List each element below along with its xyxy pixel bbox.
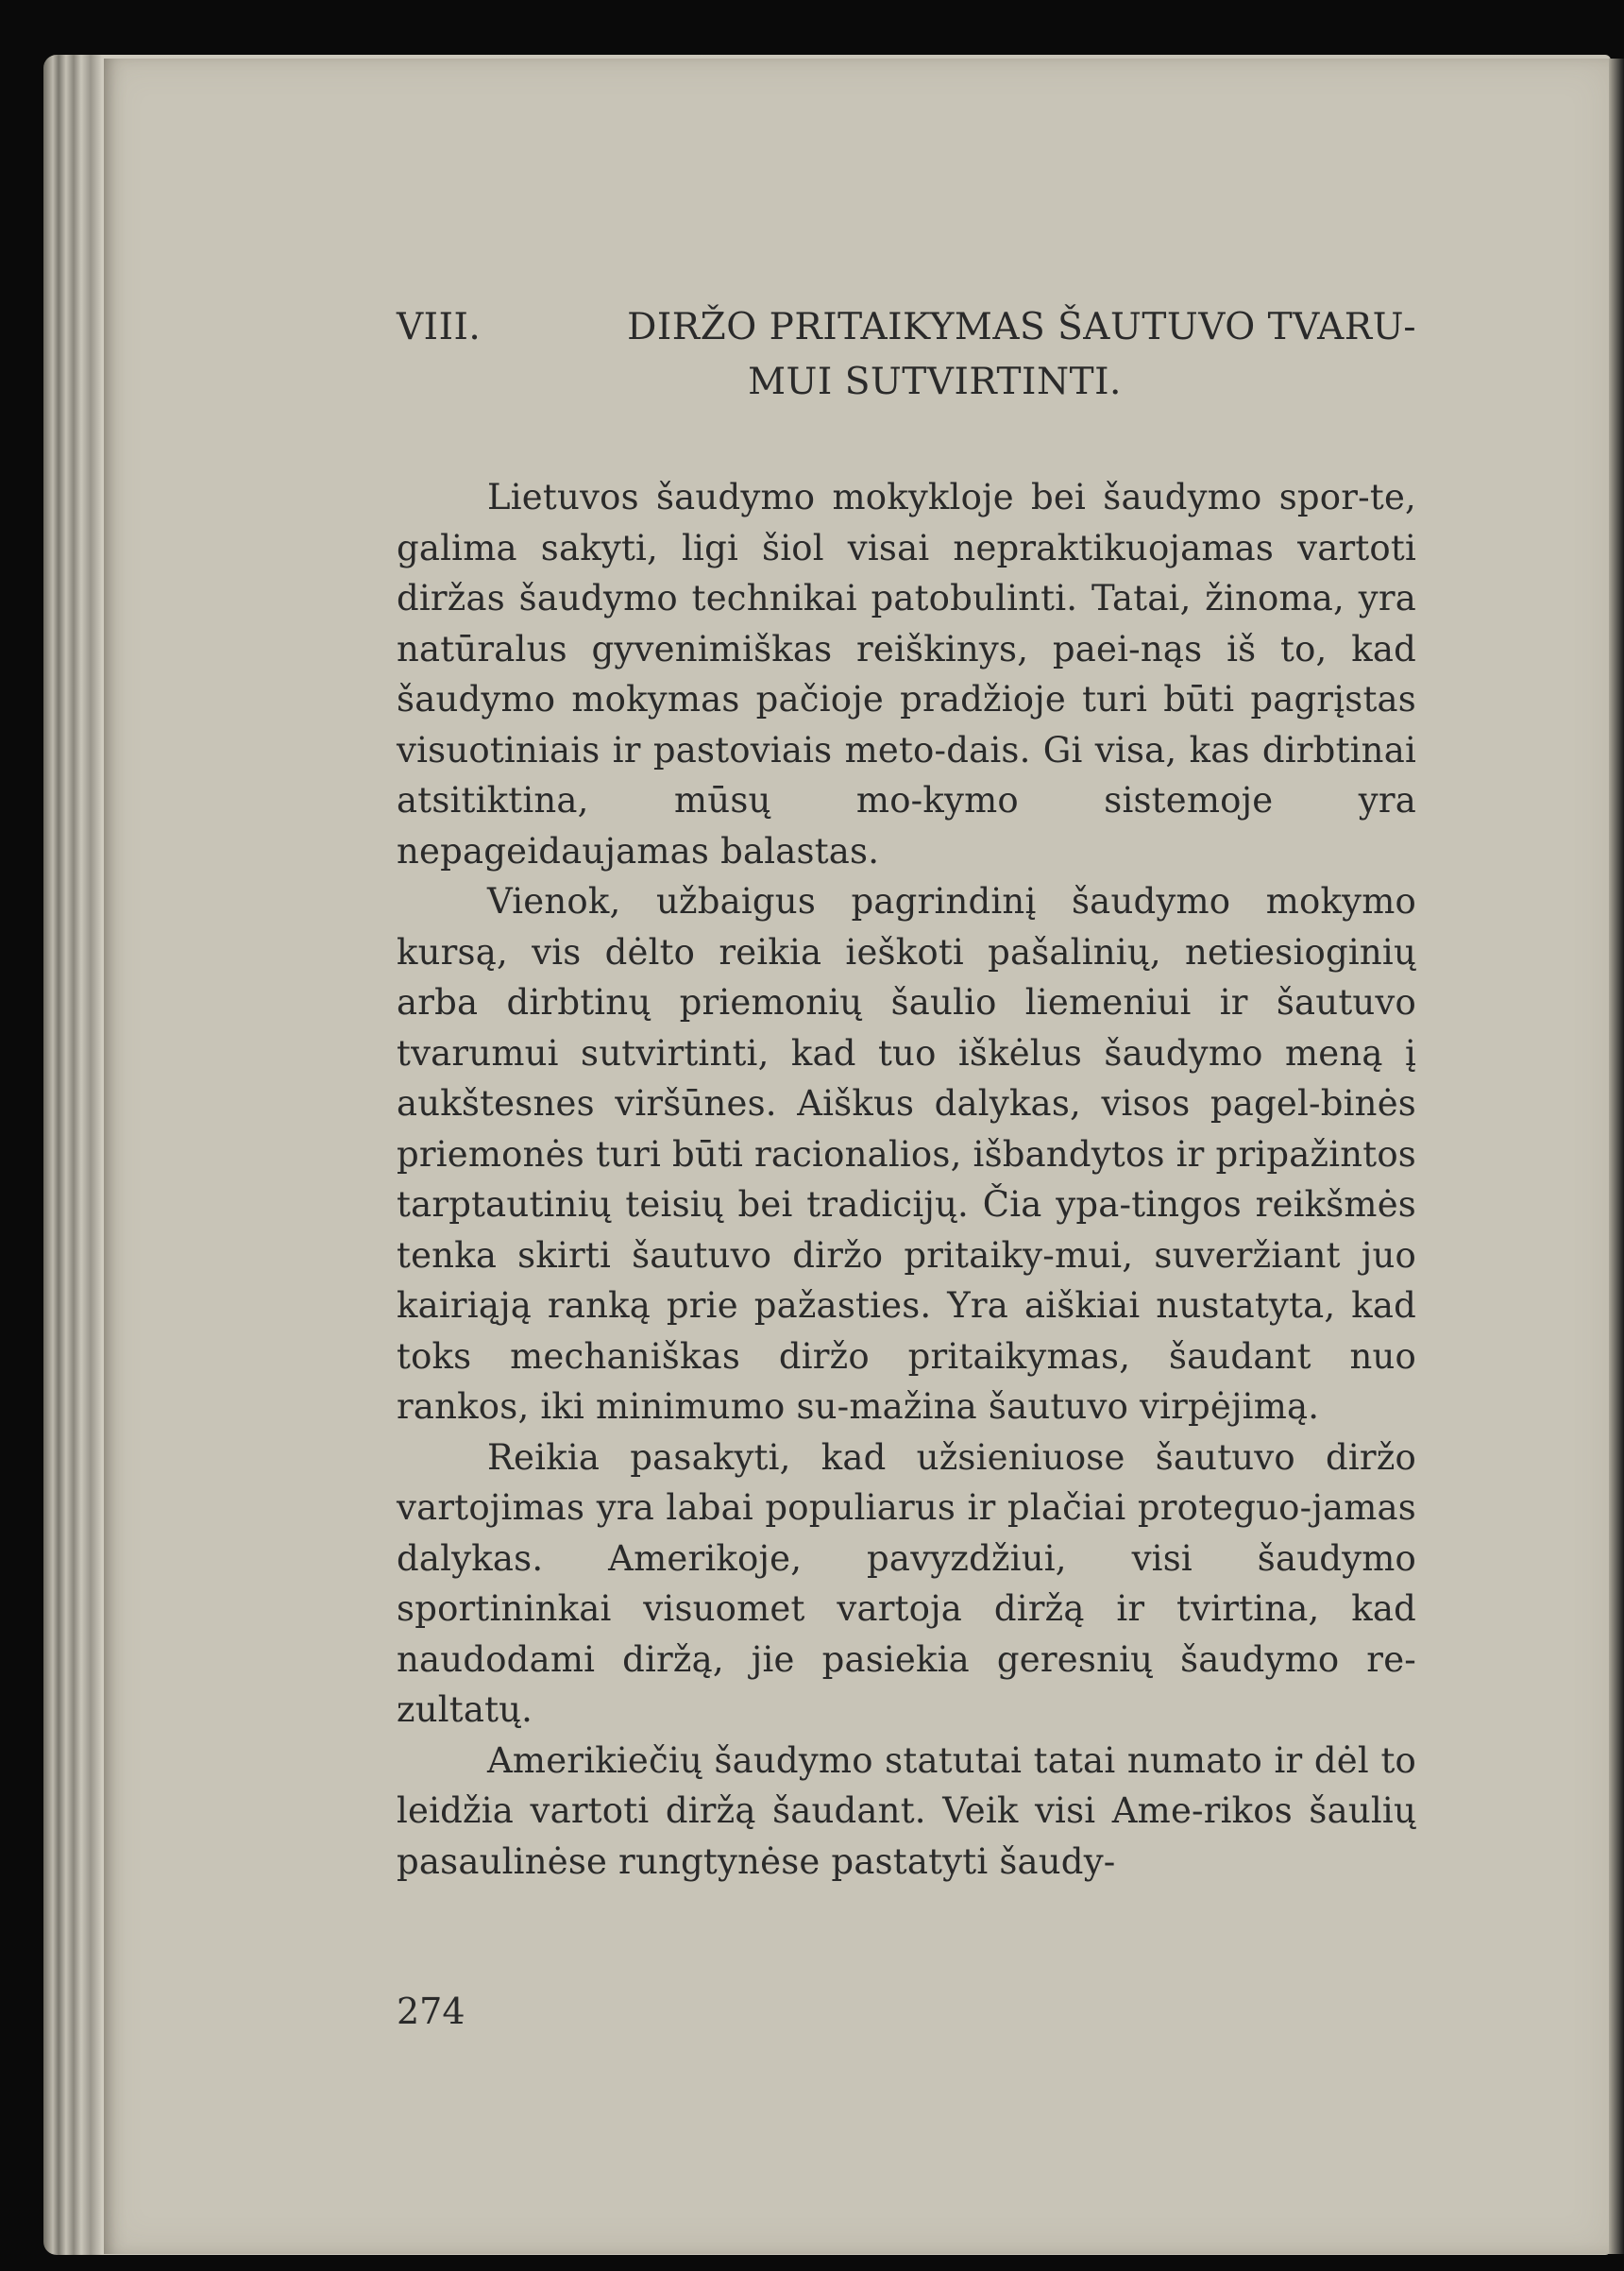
chapter-heading-line-1: [397, 300, 1416, 355]
paragraph-2: Vienok, užbaigus pagrindinį šaudymo mokymo kursą, vis dėlto reikia ieškoti pašalinių, netiesioginių arba dirbtinų priemonių šaulio liemeniui ir šautuvo tvarumui sutvirtinti, kad tuo iškėlus šaudymo meną į aukštesnes viršūnes. Aiškus dalykas, visos pagel-binės priemonės turi būti racionalios, išbandytos ir pripažintos tarptautinių teisių bei tradicijų. Čia ypa-tingos reikšmės tenka skirti šautuvo diržo pritaiky-mui, suveržiant juo kairiąją ranką prie pažasties. Yra aiškiai nustatyta, kad toks mechaniškas diržo pritaikymas, šaudant nuo rankos, iki minimumo su-mažina šautuvo virpėjimą.: [397, 881, 1416, 1427]
chapter-number: VIII.: [397, 306, 482, 348]
gutter-shadow: [1609, 59, 1624, 2254]
chapter-heading: [397, 300, 1416, 410]
paragraph-3: Reikia pasakyti, kad užsieniuose šautuvo diržo vartojimas yra labai populiarus ir plačiai proteguo-jamas dalykas. Amerikoje, pavyzdžiui, visi šaudymo sportininkai visuomet vartoja diržą ir tvirtina, kad naudodami diržą, jie pasiekia geresnių šaudymo re-zultatų.: [397, 1436, 1416, 1730]
page-number: 274: [397, 1991, 465, 2032]
paragraph-1: Lietuvos šaudymo mokykloje bei šaudymo spor-te, galima sakyti, ligi šiol visai nepraktikuojamas vartoti diržas šaudymo technikai patobulinti. Tatai, žinoma, yra natūralus gyvenimiškas reiškinys, paei-nąs iš to, kad šaudymo mokymas pačioje pradžioje turi būti pagrįstas visuotiniais ir pastoviais meto-dais. Gi visa, kas dirbtinai atsitiktina, mūsų mo-kymo sistemoje yra nepageidaujamas balastas.: [397, 477, 1416, 872]
chapter-title-part-1: DIRŽO PRITAIKYMAS ŠAUTUVO TVARU-: [627, 306, 1416, 348]
paragraph-4: Amerikiečių šaudymo statutai tatai numato ir dėl to leidžia vartoti diržą šaudant. Veik visi Ame-rikos šaulių pasaulinėse rungtynėse pastatyti šaudy-: [397, 1739, 1416, 1882]
chapter-title-part-2: MUI SUTVIRTINTI.: [748, 361, 1122, 403]
text-block: [397, 300, 1416, 1887]
